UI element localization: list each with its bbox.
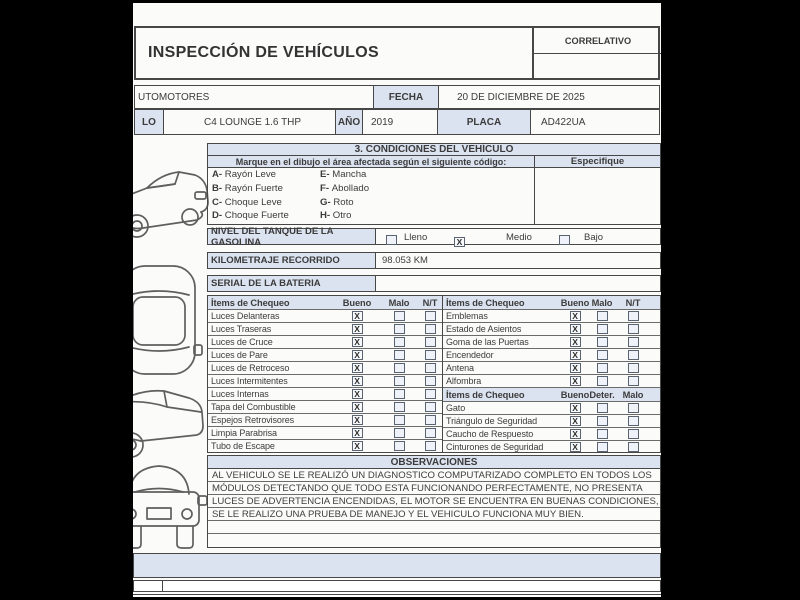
checklist-row [443, 362, 660, 375]
observaciones-line: SE LE REALIZO UNA PRUEBA DE MANEJO Y EL VEHICULO FUNCIONA MUY BIEN. [208, 508, 660, 521]
checkbox-malo [597, 350, 608, 360]
damage-code-label: Rayón Fuerte [224, 182, 283, 194]
checklist-item-label: Estado de Asientos [446, 324, 522, 334]
checklist-row [208, 440, 442, 453]
damage-code-label: Abollado [331, 182, 370, 194]
checklist-row [208, 388, 442, 401]
placa-value-cell [531, 110, 659, 134]
checklist-cell-malo [380, 324, 418, 334]
serial-bateria-value-cell [376, 276, 660, 291]
checkbox-nt [628, 376, 639, 386]
checklist-cell-malo [380, 441, 418, 451]
kilometraje-label: KILOMETRAJE RECORRIDO [211, 255, 340, 266]
checklist-header-col: Bueno [560, 297, 590, 308]
observaciones-line [208, 534, 660, 547]
checklist-cell-bueno [561, 350, 589, 360]
anio-value: 2019 [371, 116, 394, 128]
car-front-view-drawing [133, 458, 207, 552]
damage-code-label: Roto [333, 196, 354, 208]
placa-value: AD422UA [541, 116, 586, 128]
checkbox-deter [597, 416, 608, 426]
fuel-option-label: Medio [506, 232, 532, 243]
checklist-cell-malo [589, 311, 615, 321]
checkbox-malo [597, 311, 608, 321]
checklist-header-col: Deter. [589, 389, 615, 400]
checklist-item-label: Luces Internas [211, 389, 269, 399]
checklist-row [208, 336, 442, 349]
damage-code-item [320, 197, 354, 208]
footer-row-divider [162, 581, 163, 591]
checklist-cell-bueno [334, 337, 380, 347]
checklist-cell-bueno [561, 376, 589, 386]
checklist-item-label: Espejos Retrovisores [211, 415, 295, 425]
correlativo-box [532, 28, 661, 78]
damage-code-item [212, 210, 289, 221]
checklist-cell-nt [418, 402, 442, 412]
checklist-header-item: Ítems de Chequeo [446, 297, 525, 308]
checkbox-nt [425, 337, 436, 347]
checkbox-nt [425, 428, 436, 438]
checklist-header-item: Ítems de Chequeo [446, 389, 525, 400]
checkbox-nt [628, 324, 639, 334]
checklist-table-right [443, 295, 661, 453]
checklist-cell-nt [418, 415, 442, 425]
car-perspective-rear-drawing [133, 371, 209, 471]
checklist-cell-nt [615, 363, 651, 373]
fecha-value-cell [439, 86, 659, 108]
fuel-checkbox-lleno [386, 232, 397, 250]
checklist-cell-nt [418, 441, 442, 451]
title-block [134, 26, 660, 80]
checkbox-malo [394, 350, 405, 360]
fuel-level-label: NIVEL DEL TANQUE DE LA GASOLINA [211, 225, 334, 248]
checkbox-nt [628, 311, 639, 321]
checklist-item-label: Tubo de Escape [211, 441, 275, 451]
checklist-cell-bueno [334, 311, 380, 321]
damage-code-letter: G- [320, 196, 334, 208]
fuel-checkbox-mark [386, 235, 397, 245]
checklist-row [443, 415, 660, 428]
damage-code-letter: F- [320, 182, 332, 194]
checkbox-nt [425, 441, 436, 451]
checkbox-nt [425, 389, 436, 399]
checklist-cell-malo [615, 416, 651, 426]
fecha-value: 20 DE DICIEMBRE DE 2025 [457, 91, 585, 103]
checkbox-bueno: X [352, 363, 363, 373]
damage-code-item [320, 169, 366, 180]
checklist-item-label: Gato [446, 403, 466, 413]
fuel-option-label: Lleno [404, 232, 428, 243]
checklist-cell-nt [615, 311, 651, 321]
damage-codes [208, 168, 534, 224]
checklist-cell-malo [589, 376, 615, 386]
checklist-cell-bueno [561, 429, 589, 439]
checklist-cell-bueno [334, 441, 380, 451]
checklist-item-label: Tapa del Combustible [211, 402, 296, 412]
checkbox-bueno: X [570, 311, 581, 321]
condiciones-title [208, 144, 660, 156]
serial-bateria-row [207, 275, 661, 292]
checklist-row [208, 349, 442, 362]
kilometraje-label-cell [208, 253, 376, 268]
checkbox-malo [394, 441, 405, 451]
kilometraje-value: 98.053 KM [382, 255, 428, 266]
checklist-header-col: N/T [422, 297, 438, 308]
checkbox-bueno: X [570, 337, 581, 347]
observaciones-lines [208, 469, 660, 547]
checklist-row [208, 362, 442, 375]
checklist-cell-malo [380, 428, 418, 438]
anio-value-cell [363, 110, 438, 134]
checklist-header-col: Bueno [342, 297, 372, 308]
checklist-cell-malo [380, 376, 418, 386]
checklist-row [443, 336, 660, 349]
checklist-row [208, 323, 442, 336]
checkbox-bueno: X [352, 350, 363, 360]
fuel-options [376, 229, 660, 247]
observaciones-title-text: OBSERVACIONES [390, 456, 478, 468]
checkbox-malo [597, 324, 608, 334]
checklist-row [208, 375, 442, 388]
fuel-level-row [207, 225, 661, 248]
observaciones-line: LUCES DE ADVERTENCIA ENCENDIDAS, EL MOTOR SE ENCUENTRA EN BUENAS CONDICIONES, [208, 495, 660, 508]
checklist-cell-nt [418, 311, 442, 321]
checklist-item-label: Luces Traseras [211, 324, 272, 334]
observaciones-title [208, 456, 660, 469]
checklist-cell-malo [380, 389, 418, 399]
serial-bateria-label: SERIAL DE LA BATERIA [211, 278, 321, 289]
observaciones-line: MÓDULOS DETECTANDO QUE TODO ESTA FUNCIONANDO PERFECTAMENTE, NO PRESENTA [208, 482, 660, 495]
checklist-cell-malo [380, 311, 418, 321]
fuel-checkbox-mark [559, 235, 570, 245]
correlativo-label-text: CORRELATIVO [564, 35, 632, 46]
marque-label-cell [208, 156, 534, 168]
footer-strip [133, 594, 661, 597]
damage-code-item [212, 169, 276, 180]
checkbox-malo [597, 376, 608, 386]
checkbox-bueno: X [570, 376, 581, 386]
damage-code-letter: A- [212, 169, 225, 180]
checkbox-malo [394, 324, 405, 334]
checkbox-bueno: X [570, 350, 581, 360]
footer-row [133, 580, 661, 592]
checklist-row [443, 441, 660, 453]
fecha-label-cell [374, 86, 439, 108]
checklist-item-label: Caucho de Respuesto [446, 429, 534, 439]
especifique-header-cell [534, 156, 660, 168]
checklist-table-left [207, 295, 443, 453]
damage-code-label: Mancha [332, 169, 367, 180]
checklist-row [208, 427, 442, 440]
checklist-cell-malo [589, 363, 615, 373]
checklist-item-label: Alfombra [446, 376, 482, 386]
damage-code-item [212, 197, 282, 208]
checkbox-nt [425, 324, 436, 334]
checklist-row [208, 414, 442, 427]
company-cell [135, 86, 374, 108]
checkbox-malo [394, 311, 405, 321]
checkbox-malo [628, 429, 639, 439]
checkbox-bueno: X [352, 376, 363, 386]
checkbox-malo [394, 389, 405, 399]
modelo-value-cell [164, 110, 336, 134]
checkbox-nt [628, 350, 639, 360]
checklist-row [208, 310, 442, 323]
checkbox-malo [394, 428, 405, 438]
checklist-row [443, 375, 660, 388]
checklist-cell-nt [418, 324, 442, 334]
checklist-cell-bueno [561, 337, 589, 347]
checklist-item-label: Goma de las Puertas [446, 337, 529, 347]
damage-code-letter: H- [320, 210, 333, 222]
checkbox-bueno: X [352, 389, 363, 399]
page-title [148, 28, 379, 78]
damage-code-letter: D- [212, 210, 225, 222]
checklist-item-label: Luces Intermitentes [211, 376, 288, 386]
checklist-cell-bueno [561, 363, 589, 373]
footer-band [133, 553, 661, 578]
checkbox-bueno: X [352, 441, 363, 451]
checklist-row [208, 401, 442, 414]
checkbox-malo [628, 403, 639, 413]
checklist-cell-nt [615, 324, 651, 334]
checklist-item-label: Antena [446, 363, 474, 373]
checklist-header-row [208, 296, 442, 310]
serial-bateria-label-cell [208, 276, 376, 291]
checklist-cell-bueno [334, 389, 380, 399]
checklist-item-label: Cinturones de Seguridad [446, 442, 544, 452]
checklist-cell-bueno [334, 402, 380, 412]
checklist-cell-nt [418, 337, 442, 347]
checklist-cell-malo [615, 429, 651, 439]
damage-code-item [320, 183, 369, 194]
checklist-cell-nt [615, 337, 651, 347]
checkbox-bueno: X [570, 429, 581, 439]
checkbox-bueno: X [570, 363, 581, 373]
checklist-cell-bueno [561, 416, 589, 426]
checkbox-nt [425, 376, 436, 386]
checkbox-deter [597, 429, 608, 439]
checkbox-deter [597, 442, 608, 452]
modelo-label-cell [135, 110, 164, 134]
damage-code-letter: C- [212, 196, 225, 208]
checklist-cell-malo [380, 337, 418, 347]
checkbox-nt [628, 337, 639, 347]
checklist-cell-malo [589, 337, 615, 347]
checkbox-malo [394, 376, 405, 386]
checklist-cell-deter [589, 416, 615, 426]
model-year-plate-row [134, 109, 660, 135]
damage-code-label: Choque Fuerte [224, 210, 289, 222]
checkbox-malo [628, 416, 639, 426]
checklist-header-col: N/T [625, 297, 641, 308]
checklist-item-label: Luces de Pare [211, 350, 268, 360]
fuel-checkbox-bajo [559, 232, 570, 250]
correlativo-value-cell [534, 54, 661, 78]
fuel-checkbox-medio [454, 232, 465, 250]
kilometraje-row [207, 252, 661, 269]
checkbox-bueno: X [352, 415, 363, 425]
checklist-row [443, 402, 660, 415]
checkbox-bueno: X [352, 337, 363, 347]
checklist-item-label: Luces Delanteras [211, 311, 280, 321]
page-title-text: INSPECCIÓN DE VEHÍCULOS [148, 44, 379, 61]
modelo-value: C4 LOUNGE 1.6 THP [204, 116, 302, 128]
checkbox-nt [425, 415, 436, 425]
damage-code-letter: B- [212, 182, 225, 194]
checkbox-nt [425, 402, 436, 412]
fuel-level-label-cell [208, 225, 376, 248]
checkbox-malo [597, 337, 608, 347]
damage-code-letter: E- [320, 169, 333, 180]
checkbox-nt [425, 350, 436, 360]
checklist-cell-deter [589, 442, 615, 452]
checkbox-bueno: X [570, 416, 581, 426]
car-perspective-front-drawing [133, 150, 211, 256]
especifique-label: Especifique [570, 156, 625, 167]
checklist-header-col: Malo [591, 297, 613, 308]
checkbox-nt [425, 311, 436, 321]
modelo-label: LO [142, 116, 156, 128]
checklist-cell-malo [615, 403, 651, 413]
checklist-cell-deter [589, 403, 615, 413]
checklist-cell-deter [589, 429, 615, 439]
checklist-header-row [443, 388, 660, 402]
observaciones-line [208, 521, 660, 534]
kilometraje-value-cell [376, 253, 660, 268]
checkbox-deter [597, 403, 608, 413]
anio-label-cell [336, 110, 363, 134]
checkbox-malo [628, 442, 639, 452]
checklist-cell-bueno [561, 324, 589, 334]
checklist-row [443, 323, 660, 336]
observaciones-block [207, 455, 661, 548]
checklist-cell-malo [589, 350, 615, 360]
checklist-item-label: Luces de Cruce [211, 337, 273, 347]
damage-code-label: Otro [332, 210, 352, 222]
checklist-item-label: Limpia Parabrisa [211, 428, 277, 438]
checklist-cell-bueno [334, 350, 380, 360]
checklist-cell-bueno [334, 376, 380, 386]
observaciones-line: AL VEHICULO SE LE REALIZÓ UN DIAGNOSTICO COMPUTARIZADO COMPLETO EN TODOS LOS [208, 469, 660, 482]
checklist-cell-malo [380, 363, 418, 373]
checkbox-malo [394, 363, 405, 373]
checklist-header-col: Bueno [560, 389, 590, 400]
checklist-item-label: Luces de Retroceso [211, 363, 290, 373]
checklist-header-item: Ítems de Chequeo [211, 297, 290, 308]
checkbox-bueno: X [352, 428, 363, 438]
placa-label: PLACA [466, 116, 502, 128]
checklist-cell-malo [589, 324, 615, 334]
checklist-cell-nt [418, 350, 442, 360]
checklist-cell-malo [380, 402, 418, 412]
checklist-cell-malo [380, 350, 418, 360]
checkbox-bueno: X [570, 442, 581, 452]
checklist-cell-nt [418, 428, 442, 438]
checklist-header-row [443, 296, 660, 310]
marque-label: Marque en el dibujo el área afectada según el siguiente código: [235, 156, 507, 167]
condiciones-block [207, 143, 661, 225]
checkbox-malo [597, 363, 608, 373]
checkbox-bueno: X [570, 324, 581, 334]
company-date-row [134, 85, 660, 109]
checklist-cell-nt [418, 376, 442, 386]
checklist-item-label: Encendedor [446, 350, 494, 360]
checklist-cell-malo [615, 442, 651, 452]
damage-code-label: Rayón Leve [224, 169, 276, 180]
checklist-header-col: Malo [622, 389, 644, 400]
checklist-item-label: Triángulo de Seguridad [446, 416, 538, 426]
damage-code-label: Choque Leve [224, 196, 282, 208]
checklist-cell-bueno [561, 311, 589, 321]
vehicle-inspection-form [133, 3, 661, 597]
checkbox-nt [628, 363, 639, 373]
condiciones-title-text: 3. CONDICIONES DEL VEHÍCULO [354, 144, 514, 155]
checklist-cell-bueno [334, 324, 380, 334]
checklist-cell-nt [615, 376, 651, 386]
checklist-cell-bueno [334, 363, 380, 373]
checklist-header-col: Malo [388, 297, 410, 308]
fecha-label: FECHA [388, 91, 424, 103]
checkbox-malo [394, 415, 405, 425]
car-top-view-drawing [133, 261, 209, 379]
checklist-item-label: Emblemas [446, 311, 488, 321]
checklist-cell-nt [418, 389, 442, 399]
checklist-cell-bueno [334, 415, 380, 425]
checklist-cell-malo [380, 415, 418, 425]
checkbox-malo [394, 402, 405, 412]
damage-code-item [212, 183, 283, 194]
fuel-option-label: Bajo [584, 232, 604, 243]
placa-label-cell [438, 110, 531, 134]
checkbox-bueno: X [352, 402, 363, 412]
fuel-checkbox-mark: X [454, 237, 465, 247]
checkbox-nt [425, 363, 436, 373]
correlativo-label [534, 28, 661, 54]
checklist-cell-bueno [334, 428, 380, 438]
especifique-value-cell [534, 168, 660, 224]
checklist-row [443, 349, 660, 362]
company-name: UTOMOTORES [138, 91, 210, 103]
checklist-cell-bueno [561, 442, 589, 452]
checkbox-malo [394, 337, 405, 347]
checklist-row [443, 310, 660, 323]
checklist-cell-bueno [561, 403, 589, 413]
anio-label: AÑO [337, 116, 361, 128]
checklist-cell-nt [615, 350, 651, 360]
checklist-cell-nt [418, 363, 442, 373]
checkbox-bueno: X [570, 403, 581, 413]
damage-code-item [320, 210, 351, 221]
checklist-row [443, 428, 660, 441]
checkbox-bueno: X [352, 324, 363, 334]
checkbox-bueno: X [352, 311, 363, 321]
